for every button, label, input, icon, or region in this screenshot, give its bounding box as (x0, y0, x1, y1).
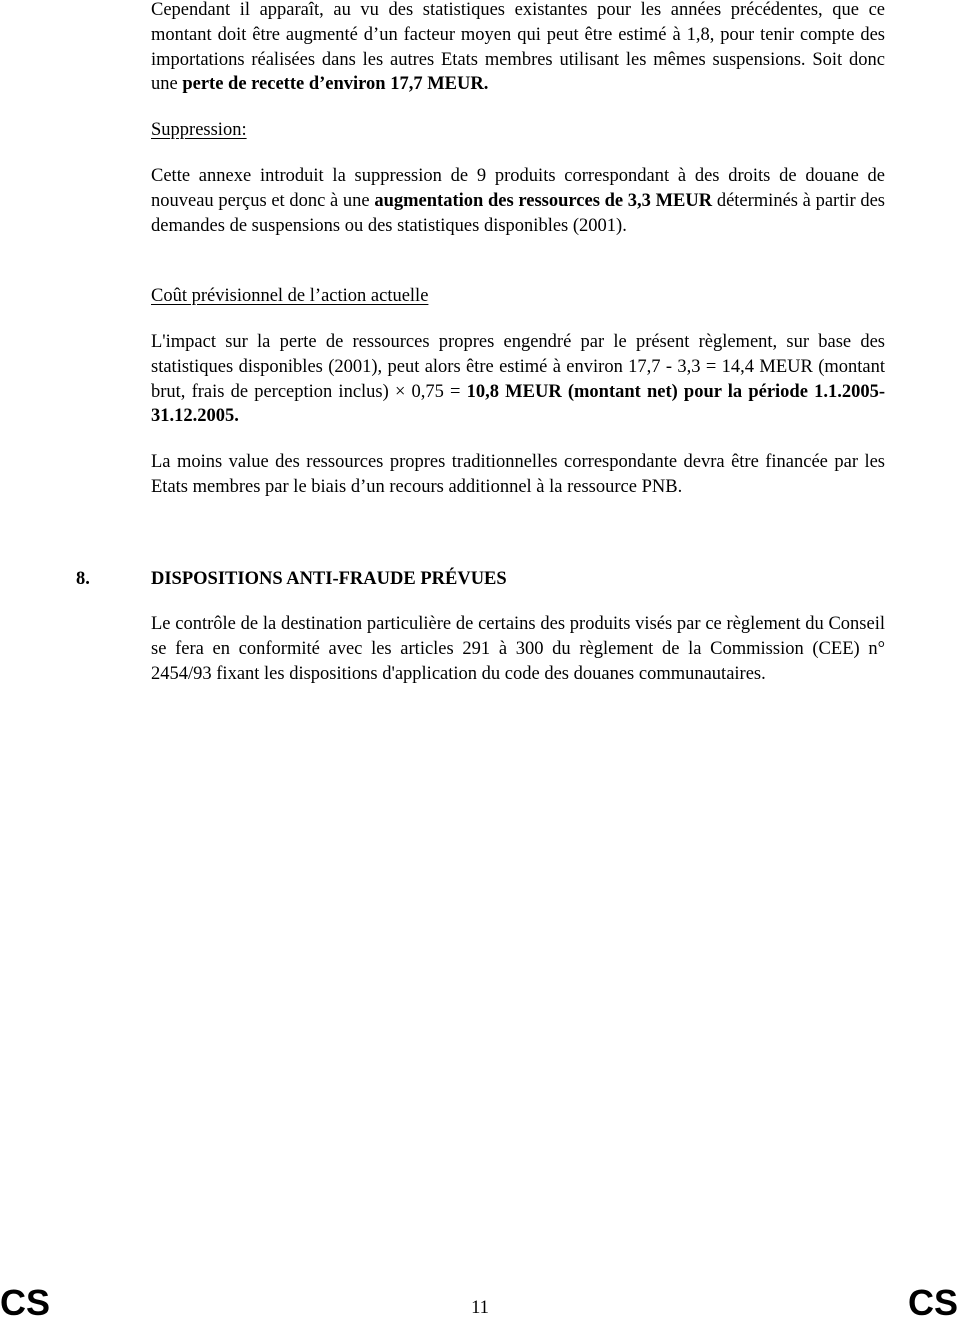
paragraph-import-factor (151, 0, 885, 97)
bold-resource-increase: augmentation des ressources de 3,3 MEUR (374, 190, 713, 211)
footer-right-label: CS (907, 1282, 958, 1323)
paragraph-impact (151, 330, 885, 429)
paragraph-suppression (151, 164, 885, 238)
page-number: 11 (471, 1298, 489, 1318)
footer-left-label: CS (0, 1282, 51, 1323)
section-title: DISPOSITIONS ANTI-FRAUDE PRÉVUES (151, 569, 507, 589)
paragraph-text: Le contrôle de la destination particulière de certains des produits visés par ce règlement du Conseil se fera en conformité avec les articles 291 à 300 du règlement de la Commission (CEE) n° 2454/93 fixant les dispositions d'application du code des douanes communautaires. (151, 614, 885, 684)
paragraph-text: Cette annexe introduit la suppression de 9 produits correspondant à des droits de douane de nouveau perçus et donc à une (151, 166, 885, 211)
section-number: 8. (76, 569, 90, 589)
cost-heading (151, 284, 885, 309)
cost-heading-text: Coût prévisionnel de l’action actuelle (151, 286, 429, 306)
paragraph-gnp-resource (151, 450, 885, 500)
paragraph-text: La moins value des ressources propres traditionnelles correspondante devra être financée par les Etats membres par le biais d’un recours additionnel à la ressource PNB. (151, 452, 885, 497)
paragraph-anti-fraud (151, 612, 885, 686)
paragraph-text: Cependant il apparaît, au vu des statistiques existantes pour les années précédentes, que ce montant doit être augmenté d’un facteur moyen qui peut être estimé à 1,8, pour tenir compte des importations réalisées dans les autres Etats membres utilisant les mêmes suspensions. Soit donc une (151, 0, 885, 95)
suppression-heading (151, 118, 885, 143)
paragraph-text: déterminés à partir des demandes de suspensions ou des statistiques disponibles (2001). (151, 190, 885, 236)
bold-revenue-loss: perte de recette d’environ 17,7 MEUR. (182, 74, 489, 95)
suppression-heading-text: Suppression: (151, 120, 247, 140)
paragraph-text: L'impact sur la perte de ressources propres engendré par le présent règlement, sur base des statistiques disponibles (2001), peut alors être estimé à environ 17,7 - 3,3 = 14,4 MEUR (montant brut, frais de perception inclus) × 0,75 = (151, 332, 885, 402)
bold-net-amount: 10,8 MEUR (montant net) pour la période 1.1.2005-31.12.2005. (151, 381, 885, 427)
